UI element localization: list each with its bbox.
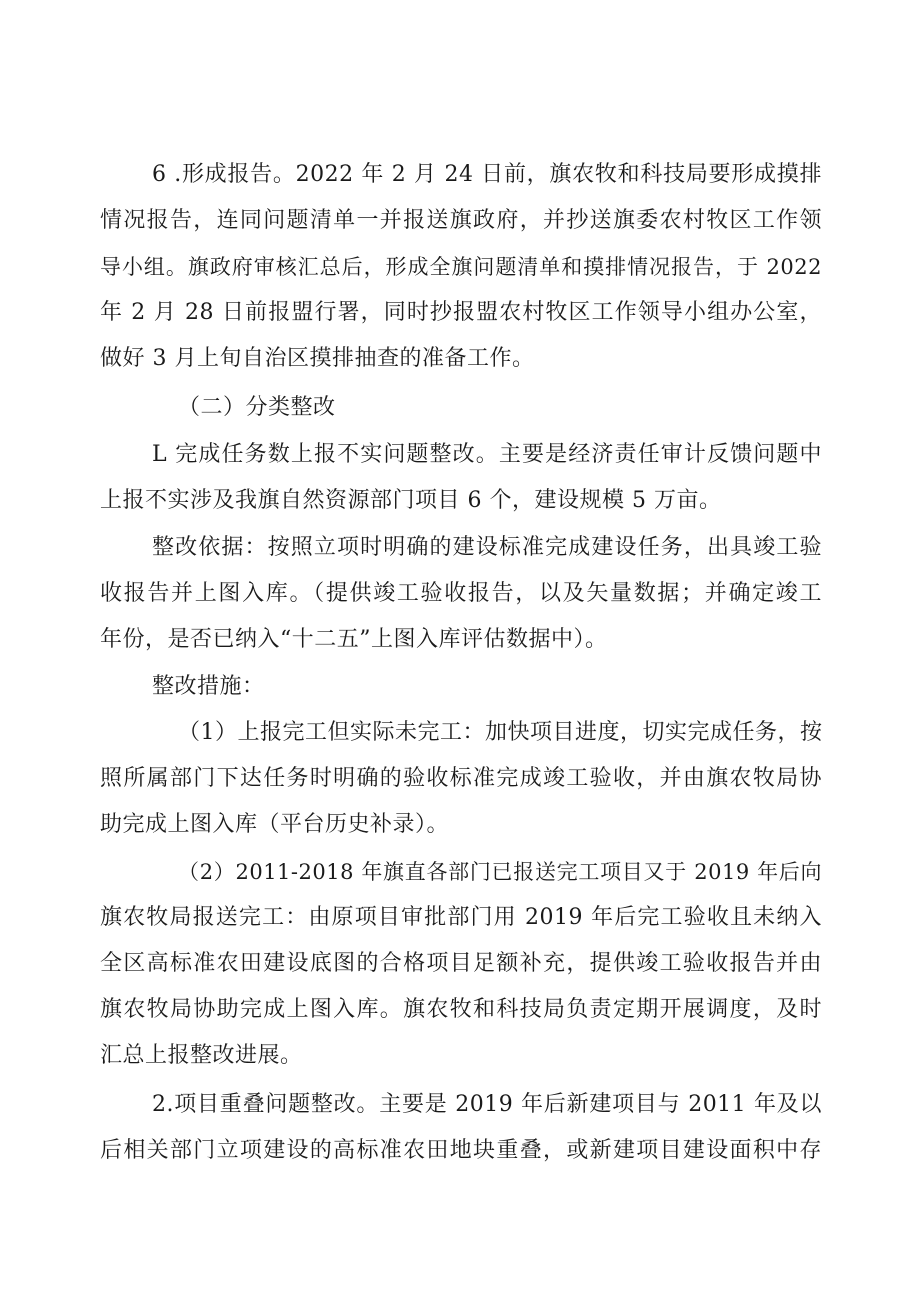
- paragraph-line: 全区高标准农田建设底图的合格项目足额补充，提供竣工验收报告并由: [100, 951, 822, 976]
- paragraph-line: （1）上报完工但实际未完工：加快项目进度，切实完成任务，按: [178, 720, 823, 745]
- section-heading: （二）分类整改: [178, 395, 336, 420]
- paragraph-line: 年 2 月 28 日前报盟行署，同时抄报盟农村牧区工作领导小组办公室，: [100, 300, 822, 325]
- paragraph-line: L 完成任务数上报不实问题整改。主要是经济责任审计反馈问题中: [152, 442, 822, 467]
- paragraph-line: 2.项目重叠问题整改。主要是 2019 年后新建项目与 2011 年及以: [152, 1092, 822, 1117]
- paragraph-line: 6 .形成报告。2022 年 2 月 24 日前，旗农牧和科技局要形成摸排: [152, 162, 822, 187]
- paragraph-line: 照所属部门下达任务时明确的验收标准完成竣工验收，并由旗农牧局协: [100, 766, 822, 791]
- paragraph-line: 上报不实涉及我旗自然资源部门项目 6 个，建设规模 5 万亩。: [100, 488, 722, 513]
- paragraph-line: 导小组。旗政府审核汇总后，形成全旗问题清单和摸排情况报告，于 2022: [100, 255, 822, 279]
- paragraph-line: 旗农牧局协助完成上图入库。旗农牧和科技局负责定期开展调度，及时: [100, 997, 822, 1022]
- paragraph-line: 收报告并上图入库。（提供竣工验收报告，以及矢量数据；并确定竣工: [100, 581, 822, 606]
- paragraph-line: 汇总上报整改进展。: [100, 1043, 303, 1068]
- paragraph-line: 助完成上图入库（平台历史补录）。: [100, 812, 450, 837]
- paragraph-line: 年份，是否已纳入“十二五”上图入库评估数据中）。: [100, 627, 608, 652]
- paragraph-line: 整改措施：: [152, 674, 265, 699]
- paragraph-line: （2）2011-2018 年旗直各部门已报送完工项目又于 2019 年后向: [178, 860, 822, 884]
- paragraph-line: 情况报告，连同问题清单一并报送旗政府，并抄送旗委农村牧区工作领: [100, 208, 822, 233]
- paragraph-line: 整改依据：按照立项时明确的建设标准完成建设任务，出具竣工验: [152, 535, 822, 560]
- paragraph-line: 旗农牧局报送完工：由原项目审批部门用 2019 年后完工验收且未纳入: [100, 905, 822, 930]
- paragraph-line: 做好 3 月上旬自治区摸排抽查的准备工作。: [100, 346, 535, 371]
- paragraph-line: 后相关部门立项建设的高标准农田地块重叠，或新建项目建设面积中存: [100, 1138, 822, 1163]
